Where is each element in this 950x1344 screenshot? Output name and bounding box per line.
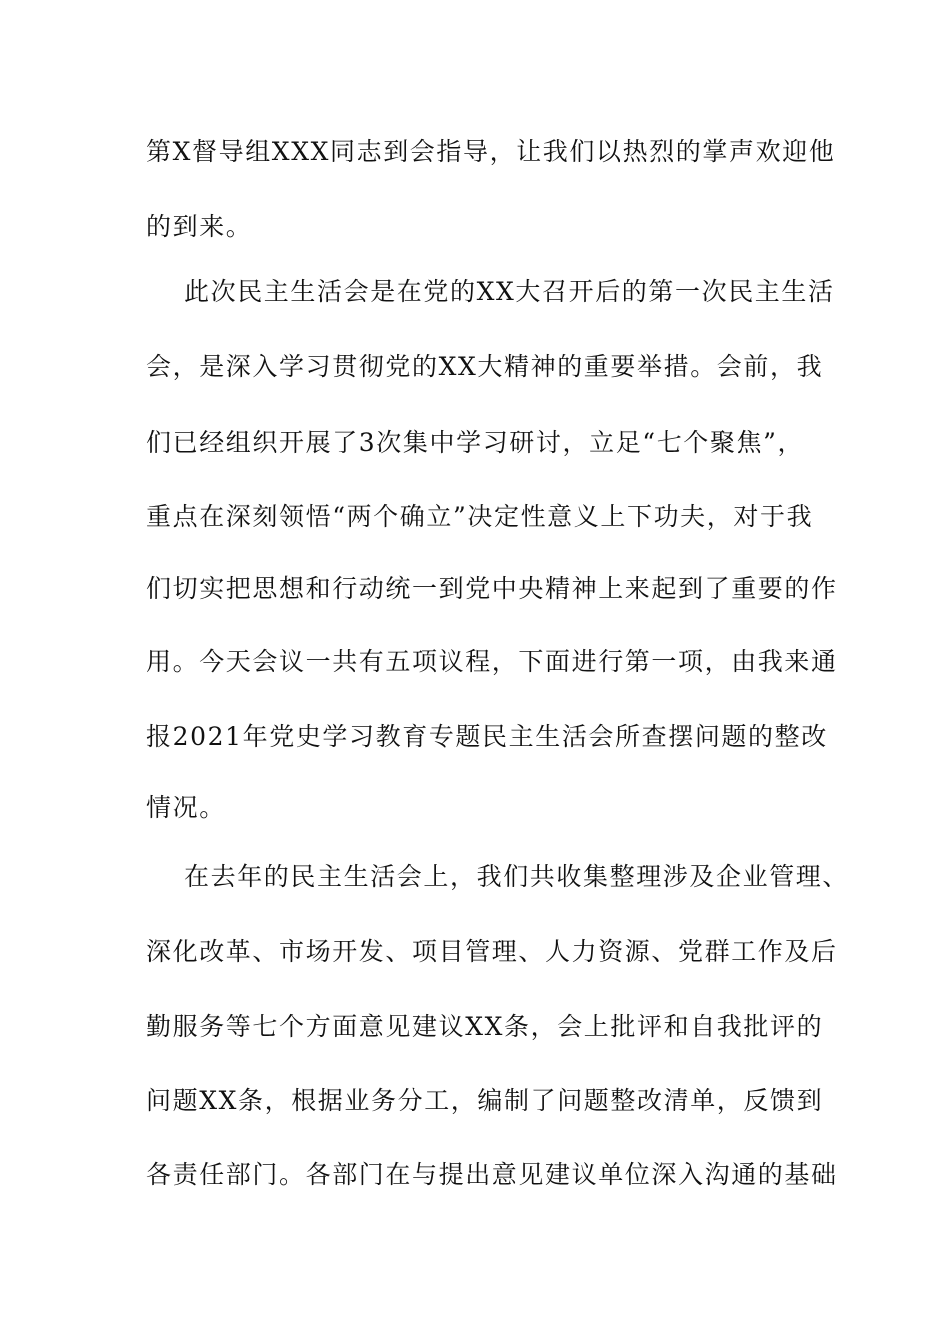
paragraph-line: 第X督导组XXX同志到会指导，让我们以热烈的掌声欢迎他	[146, 137, 836, 166]
paragraph-line: 们切实把思想和行动统一到党中央精神上来起到了重要的作	[146, 574, 838, 603]
paragraph-line: 此次民主生活会是在党的XX大召开后的第一次民主生活	[184, 277, 835, 306]
paragraph-line: 报2021年党史学习教育专题民主生活会所查摆问题的整改	[146, 722, 828, 751]
paragraph-line: 在去年的民主生活会上，我们共收集整理涉及企业管理、	[184, 862, 850, 891]
paragraph-line: 重点在深刻领悟“两个确立”决定性意义上下功夫，对于我	[146, 502, 814, 531]
paragraph-line: 用。今天会议一共有五项议程，下面进行第一项，由我来通	[146, 647, 838, 676]
paragraph-line: 各责任部门。各部门在与提出意见建议单位深入沟通的基础	[146, 1160, 838, 1189]
paragraph-line: 会，是深入学习贯彻党的XX大精神的重要举措。会前，我	[146, 352, 824, 381]
paragraph-line: 情况。	[146, 793, 226, 822]
paragraph-line: 深化改革、市场开发、项目管理、人力资源、党群工作及后	[146, 937, 838, 966]
paragraph-line: 的到来。	[146, 212, 253, 241]
paragraph-line: 勤服务等七个方面意见建议XX条，会上批评和自我批评的	[146, 1012, 824, 1041]
paragraph-line: 问题XX条，根据业务分工，编制了问题整改清单，反馈到	[146, 1086, 824, 1115]
paragraph-line: 们已经组织开展了3次集中学习研讨，立足“七个聚焦”，	[146, 428, 805, 457]
